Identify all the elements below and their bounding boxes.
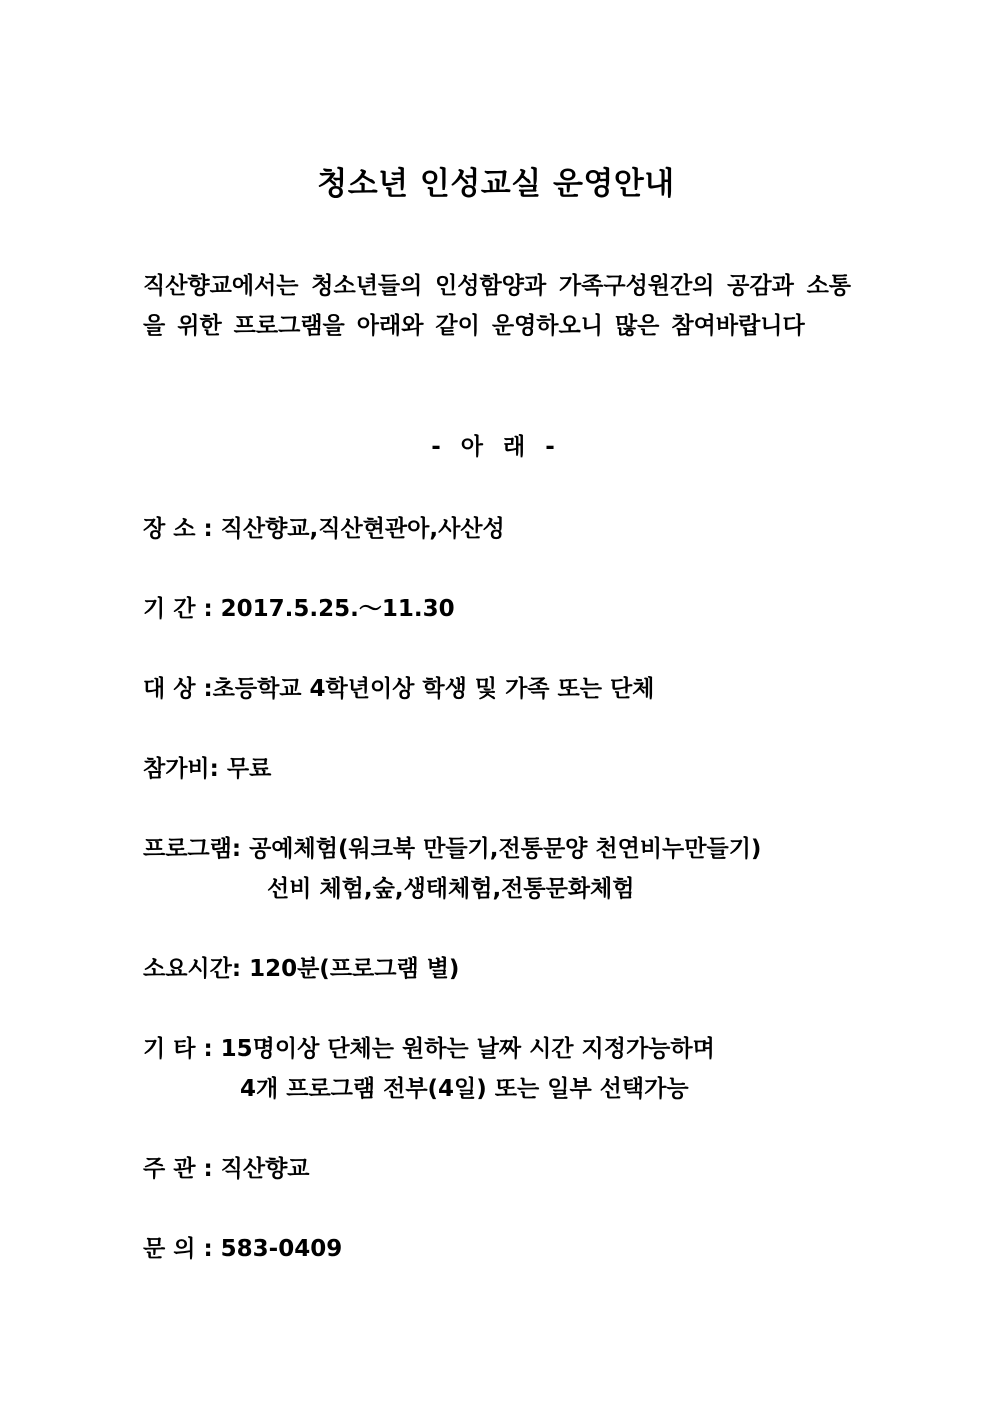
info-host: 주 관 : 직산향교 xyxy=(143,1156,310,1182)
info-etc: 기 타 : 15명이상 단체는 원하는 날짜 시간 지정가능하며 xyxy=(143,1036,715,1062)
info-place: 장 소 : 직산향교,직산현관아,사산성 xyxy=(143,516,505,542)
info-etc-continued: 4개 프로그램 전부(4일) 또는 일부 선택가능 xyxy=(240,1076,689,1102)
info-fee: 참가비: 무료 xyxy=(143,756,272,782)
info-duration: 소요시간: 120분(프로그램 별) xyxy=(143,956,460,982)
info-program-continued: 선비 체험,숲,생태체험,전통문화체험 xyxy=(267,876,635,902)
intro-paragraph: 직산향교에서는 청소년들의 인성함양과 가족구성원간의 공감과 소통을 위한 프로그램을 아래와 같이 운영하오니 많은 참여바랍니다 xyxy=(143,273,851,339)
section-divider-label: - 아 래 - xyxy=(431,434,561,460)
info-contact: 문 의 : 583-0409 xyxy=(143,1236,343,1262)
page-title: 청소년 인성교실 운영안내 xyxy=(317,166,675,202)
info-period: 기 간 : 2017.5.25.～11.30 xyxy=(143,596,455,622)
info-target: 대 상 :초등학교 4학년이상 학생 및 가족 또는 단체 xyxy=(143,676,655,702)
info-program: 프로그램: 공예체험(워크북 만들기,전통문양 천연비누만들기) xyxy=(143,836,762,862)
